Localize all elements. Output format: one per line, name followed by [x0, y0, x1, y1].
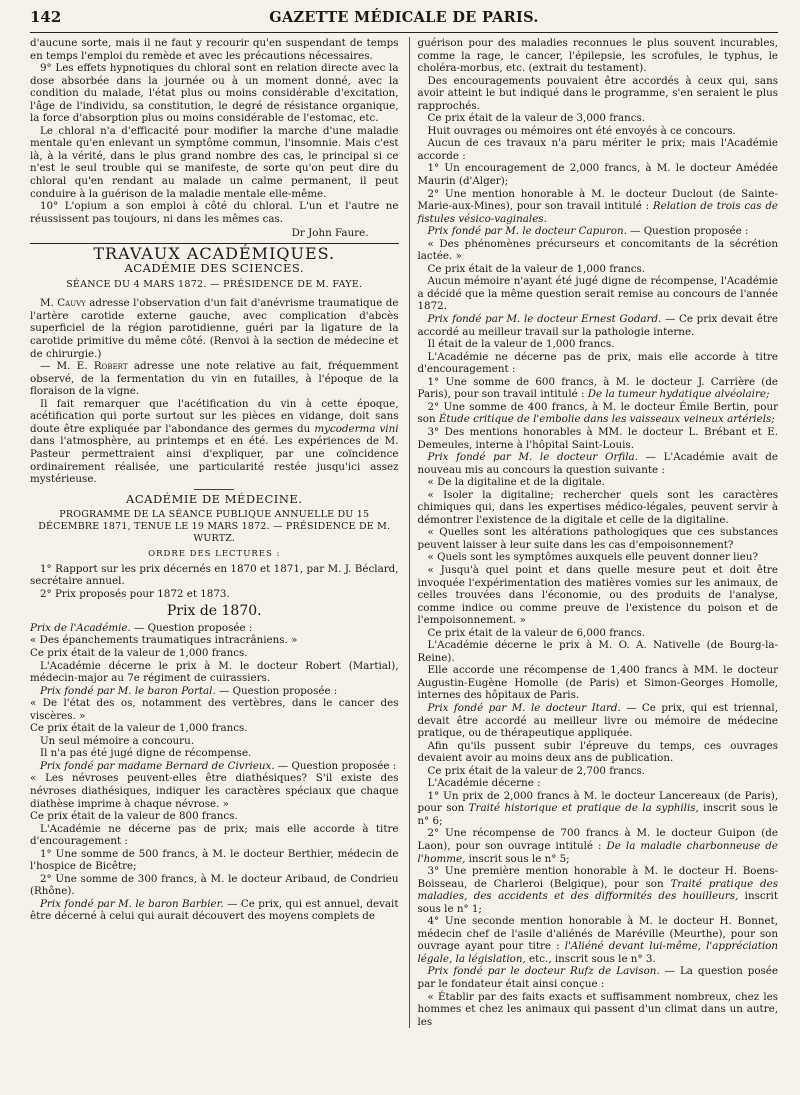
prize-name: Prix fondé par le docteur Rufz de Lavison. [427, 965, 660, 978]
italic-term: mycoderma vini [314, 422, 399, 435]
paragraph [418, 401, 779, 426]
paragraph: d'aucune sorte, mais il ne faut y recourir qu'en suspendant de temps en temps l'emploi du remède et avec les précautions nécessaires. [30, 37, 399, 62]
paragraph [418, 915, 779, 965]
work-title: l'Aliéné devant lui-même, l'appréciation légale, la législation, [417, 940, 778, 965]
paragraph: « Quelles sont les altérations pathologiques que ces substances peuvent laisser à leur suite dans les cas d'empoisonnement? [417, 526, 778, 551]
prize-name: Prix fondé par M. le docteur Capuron. [427, 225, 627, 238]
prize-name: Prix fondé par M. le docteur Itard. [427, 701, 621, 714]
paragraph: L'Académie décerne le prix à M. O. A. Nativelle (de Bourg-la-Reine). [417, 639, 778, 664]
programme-line: PROGRAMME DE LA SÉANCE PUBLIQUE ANNUELLE DU 15 DÉCEMBRE 1871, TENUE LE 19 MARS 1872. — PRÉSIDENCE DE M. WURTZ. [38, 509, 391, 545]
paragraph: Ce prix était de la valeur de 1,000 francs. [427, 262, 646, 275]
paragraph: L'Académie ne décerne pas de prix, mais elle accorde à titre d'encouragement : [417, 350, 778, 376]
paragraph-text: inscrit sous le n° 5; [465, 852, 570, 865]
paragraph: 2° Une somme de 300 francs, à M. le docteur Aribaud, de Condrieu (Rhône). [30, 872, 399, 898]
paragraph-text: inscrit sous le n° 1; [417, 890, 778, 915]
page-number: 142 [30, 8, 62, 26]
paragraph: Elle accorde une récompense de 1,400 francs à MM. le docteur Augustin-Eugène Homolle (de Paris) et Simon-Georges Homolle, internes des hôpitaux de Paris. [417, 664, 778, 702]
paragraph [30, 297, 399, 360]
paragraph-text: — Ce prix, qui est triennal, devait être accordé au meilleur livre ou mémoire de médecine pratique, ou de thérapeutique appliquée. [417, 701, 778, 740]
prize-name: Prix fondé par M. le baron Portal. [40, 684, 216, 697]
paragraph [30, 622, 399, 635]
paragraph: Aucun de ces travaux n'a paru mériter le prix; mais l'Académie accorde : [417, 137, 778, 162]
short-divider [194, 489, 234, 490]
paragraph: « Établir par des faits exacts et suffisamment nombreux, chez les hommes et chez les animaux qui passent d'un climat dans un autre, les [417, 990, 778, 1028]
work-title: Traité pratique des maladies, des accidents et des difformités des houilleurs, [417, 877, 778, 903]
paragraph: « Jusqu'à quel point et dans quelle mesure peut et doit être invoquée l'expérimentation des matières vomies sur les animaux, de celles trouvées dans l'économie, ou des produits de l'analyse, comme indice ou comme preuve de l'existence du poison et de l'empoisonnement. » [417, 563, 778, 627]
paragraph: Ce prix était de la valeur de 800 francs. [30, 810, 238, 823]
paragraph [418, 965, 779, 990]
author-name: M. Cauvy [40, 297, 86, 310]
paragraph [418, 865, 779, 915]
session-line: SÉANCE DU 4 MARS 1872. — PRÉSIDENCE DE M. FAYE. [66, 278, 363, 290]
paragraph-text: — La question posée par le fondateur était ainsi conçue : [417, 965, 778, 991]
prize-name: Prix de l'Académie. [30, 621, 131, 634]
paragraph: Des encouragements pouvaient être accordés à ceux qui, sans avoir atteint le but indiqué dans le programme, s'en seraient le plus rapprochés. [417, 74, 778, 112]
paragraph-text: 1° Un prix de 2,000 francs à M. le docteur Lancereaux (de Paris), pour son [417, 789, 778, 815]
paragraph-text: — Question proposée : [274, 759, 397, 772]
paragraph: 3° Des mentions honorables à MM. le docteur L. Brébant et E. Demeules, interne à l'hôpital Saint-Louis. [417, 425, 778, 451]
paragraph-text: inscrit sous le n° 6; [417, 802, 778, 827]
paragraph [418, 313, 779, 338]
paragraph: « Quels sont les symptômes auxquels elle peuvent donner lieu? [427, 551, 759, 564]
paragraph [30, 398, 399, 486]
paragraph [418, 790, 779, 828]
paragraph: Ce prix était de la valeur de 6,000 francs. [427, 626, 646, 639]
work-title: De la maladie charbonneuse de l'homme, [417, 840, 778, 865]
paragraph [418, 451, 779, 476]
prize-name: Prix fondé par madame Bernard de Civrieux. [40, 759, 275, 772]
paragraph: 1° Un encouragement de 2,000 francs, à M. le docteur Amédée Maurin (d'Alger); [417, 162, 778, 188]
author-name: — M. E. Robert [40, 360, 128, 373]
order-of-readings: ORDRE DES LECTURES : [148, 549, 281, 560]
paragraph-text: etc., inscrit sous le n° 3. [525, 952, 656, 965]
paragraph [418, 188, 779, 226]
paragraph: Ce prix était de la valeur de 3,000 francs. [427, 112, 646, 125]
work-title: De la tumeur hydatique alvéolaire; [587, 388, 770, 401]
academy-sciences-heading: ACADÉMIE DES SCIENCES. [124, 261, 305, 276]
paragraph-text: adresse une note relative au fait, fréquemment observé, de la fermentation du vin en futailles, à l'époque de la floraison de la vigne. [30, 360, 399, 398]
paragraph: guérison pour des maladies reconnues le plus souvent incurables, comme la rage, le cancer, l'épilepsie, les scrofules, le typhus, le choléra-morbus, etc. (extrait du testament). [417, 37, 778, 75]
paragraph: 2° Prix proposés pour 1872 et 1873. [40, 587, 230, 600]
paragraph: « Isoler la digitaline; rechercher quels sont les caractères chimiques qui, dans les expertises médico-légales, peuvent servir à démontrer l'existence de la digitale et celle de la digitaline. [417, 488, 778, 526]
paragraph-text: — Question proposée : [215, 684, 338, 697]
paragraph: « Des phénomènes précurseurs et concomitants de la sécrétion lactée. » [417, 237, 778, 263]
paragraph: Il n'a pas été jugé digne de récompense. [40, 747, 252, 760]
paragraph: Huit ouvrages ou mémoires ont été envoyés à ce concours. [427, 124, 736, 137]
paragraph: 10° L'opium a son emploi à côté du chloral. L'un et l'autre ne réussissent pas toujours, ni dans les mêmes cas. [30, 200, 399, 225]
prize-name: Prix fondé par M. le baron Barbier. [40, 897, 224, 910]
work-title: Étude critique de l'embolie dans les vaisseaux veineux artériels; [438, 413, 775, 426]
paragraph: Ce prix était de la valeur de 2,700 francs. [427, 764, 646, 777]
paragraph: Il était de la valeur de 1,000 francs. [427, 338, 615, 351]
paragraph: L'Académie ne décerne pas de prix; mais elle accorde à titre d'encouragement : [30, 822, 399, 848]
paragraph: 1° Rapport sur les prix décernés en 1870 et 1871, par M. J. Béclard, secrétaire annuel. [30, 562, 399, 588]
paragraph: Afin qu'ils pussent subir l'épreuve du temps, ces ouvrages devaient avoir au moins deux ans de publication. [417, 739, 778, 765]
right-column [409, 37, 779, 1028]
prize-year-heading: Prix de 1870. [166, 603, 262, 620]
paragraph-text: 3° Une première mention honorable à M. le docteur H. Boens-Boisseau, de Charleroi (Belgique), pour son [417, 865, 778, 890]
paragraph [30, 685, 399, 698]
paragraph [30, 760, 399, 773]
paragraph-text: 2° Une somme de 400 francs, à M. le docteur Émile Bertin, pour son [417, 400, 778, 426]
paragraph [30, 898, 399, 923]
section-title: TRAVAUX ACADÉMIQUES. [93, 243, 336, 263]
prize-name: Prix fondé par M. le docteur Ernest Godard. [427, 313, 662, 326]
paragraph: 1° Une somme de 500 francs, à M. le docteur Berthier, médecin de l'hospice de Bicêtre; [30, 847, 399, 873]
left-column [30, 37, 399, 1028]
paragraph: Aucun mémoire n'ayant été jugé digne de récompense, l'Académie a décidé que la même question serait remise au concours de l'année 1872. [417, 275, 778, 313]
prize-name: Prix fondé par M. le docteur Orfila. [427, 451, 638, 464]
paragraph: « Des épanchements traumatiques intracrâniens. » [30, 634, 298, 647]
paragraph [418, 376, 779, 401]
paragraph: Le chloral n'a d'efficacité pour modifier la marche d'une maladie mentale qu'en enlevant un symptôme commun, l'insomnie. Mais c'est là, à la vérité, dans le plus grand nombre des cas, le principal si ce n'est le seul trouble qui se manifeste, de sorte qu'on peut dire du chloral qu'en rendant au malade un calme permanent, il peut conduire à la guérison de la maladie mentale elle-même. [30, 124, 399, 200]
page-header [30, 8, 778, 33]
paragraph: Ce prix était de la valeur de 1,000 francs. [30, 646, 248, 659]
work-title: Relation de trois cas de fistules vésico-vaginales. [417, 200, 778, 225]
paragraph-text: 1° Une somme de 600 francs, à M. le docteur J. Carrière (de Paris), pour son travail intitulé : [417, 375, 778, 401]
academy-medicine-heading: ACADÉMIE DE MÉDECINE. [126, 491, 303, 506]
paragraph-text: — Question proposée : [626, 225, 749, 238]
paragraph: L'Académie décerne : [427, 777, 541, 790]
paragraph-text: — Ce prix, qui est annuel, devait être décerné à celui qui aurait découvert des moyens complets de [30, 897, 399, 923]
work-title: Traité historique et pratique de la syphilis, [468, 802, 699, 815]
paragraph [418, 827, 779, 865]
paragraph-text: Il fait remarquer que l'acétification du vin à cette époque, acétification qui porte surtout sur les pièces en vidange, doit sans doute être expliquée par l'abondance des germes du [30, 397, 399, 435]
paragraph-text: — Ce prix devait être accordé au meilleur travail sur la pathologie interne. [417, 313, 778, 338]
journal-title: GAZETTE MÉDICALE DE PARIS. [269, 9, 539, 26]
author-signature: Dr John Faure. [291, 227, 369, 240]
paragraph [418, 225, 779, 238]
paragraph-text: 2° Une mention honorable à M. le docteur Duclout (de Sainte-Marie-aux-Mines), pour son travail intitulé : [417, 187, 778, 213]
paragraph-text: adresse l'observation d'un fait d'anévrisme traumatique de l'artère carotide externe gauche, avec complication d'abcès superficiel de la région parotidienne, guéri par la ligature de la carotide primitive du même côté. (Renvoi à la section de médecine et de chirurgie.) [30, 297, 399, 360]
paragraph [30, 360, 399, 398]
paragraph: 9° Les effets hypnotiques du chloral sont en relation directe avec la dose absorbée dans la journée ou à un moment donné, avec la condition du malade, l'état plus ou moins considérable d'excitation, l'âge de l'individu, sa constitution, le degré de résistance organique, la force d'absorption plus ou moins considérable de l'estomac, etc. [30, 62, 399, 125]
paragraph: Un seul mémoire a concouru. [40, 734, 194, 747]
paragraph: « De la digitaline et de la digitale. [427, 476, 605, 489]
paragraph: « De l'état des os, notamment des vertèbres, dans le cancer des viscères. » [30, 697, 399, 722]
paragraph [418, 702, 779, 740]
paragraph-text: 2° Une récompense de 700 francs à M. le docteur Guipon (de Laon), pour son ouvrage intitulé : [417, 827, 778, 852]
paragraph-text: — Question proposée : [130, 621, 253, 634]
paragraph: L'Académie décerne le prix à M. le docteur Robert (Martial), médecin-major au 7e régiment de cuirassiers. [30, 659, 399, 685]
paragraph: Ce prix était de la valeur de 1,000 francs. [30, 722, 248, 735]
columns [30, 37, 778, 1028]
paragraph-text: dans l'atmosphère, au printemps et en été. Les expériences de M. Pasteur permettraient ainsi d'expliquer, par une coïncidence ordinairement réalisée, une particularité restée jusqu'ici assez mystérieuse. [30, 435, 399, 486]
paragraph-text: 4° Une seconde mention honorable à M. le docteur H. Bonnet, médecin chef de l'asile d'aliénés de Maréville (Meurthe), pour son ouvrage ayant pour titre : [417, 915, 778, 953]
paragraph: « Les névroses peuvent-elles être diathésiques? S'il existe des névroses diathésiques, indiquer les caractères spéciaux que chaque diathèse imprime à chaque névrose. » [30, 772, 399, 810]
paragraph-text: — L'Académie avait de nouveau mis au concours la question suivante : [417, 451, 778, 476]
